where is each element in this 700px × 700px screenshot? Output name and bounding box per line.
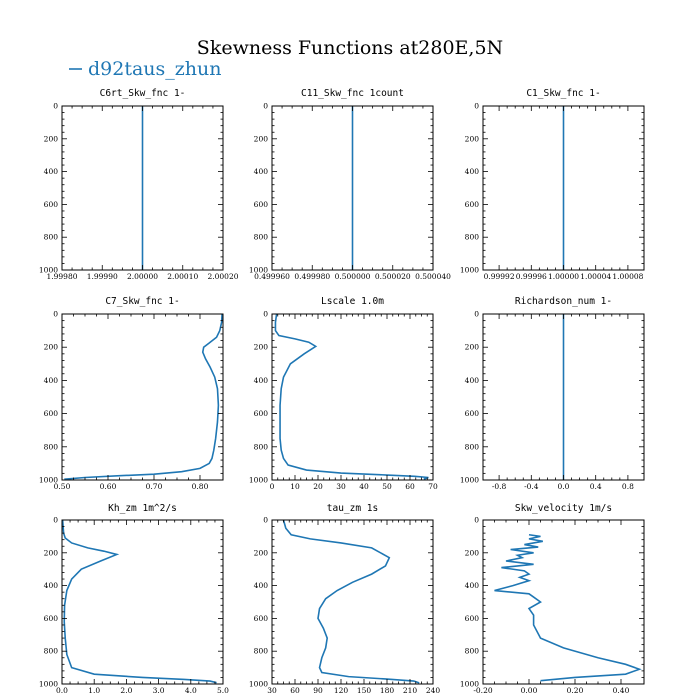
y-tick-label: 600 [43,613,58,623]
y-tick-label: 800 [253,232,268,242]
x-tick-label: 3.0 [152,686,165,695]
x-tick-label: 0.70 [145,482,163,491]
panel-title: Lscale 1.0m [321,296,384,307]
x-tick-label: 1.00000 [547,272,580,281]
panel-title: C1_Skw_fnc 1- [526,88,601,99]
panel-title: C7_Skw_fnc 1- [105,296,180,307]
x-tick-label: 210 [402,686,418,695]
y-tick-label: 800 [43,232,58,242]
panel-8 [249,503,440,695]
panel-6 [460,296,644,491]
panel-5 [249,296,438,491]
x-tick-label: 10 [290,482,300,491]
panel-9 [460,503,644,695]
y-tick-label: 400 [464,375,479,385]
panel-title: Richardson_num 1- [514,296,613,307]
x-tick-label: 240 [425,686,441,695]
x-tick-label: 20 [313,482,323,491]
y-tick-label: 600 [464,199,479,209]
figure-title: Skewness Functions at280E,5N [196,37,504,59]
panel-2 [249,88,451,281]
plot-frame [62,520,223,684]
x-tick-label: 0.50 [53,482,71,491]
x-tick-label: 2.00010 [167,272,199,281]
x-tick-label: 0.4 [589,482,602,491]
y-tick-label: 600 [464,409,479,419]
y-tick-label: 200 [464,134,479,144]
y-tick-label: 200 [253,342,268,352]
y-tick-label: 400 [464,167,479,177]
x-tick-label: 0 [269,482,275,491]
series-line [284,520,420,683]
panel-title: C6rt_Skw_fnc 1- [99,88,186,99]
x-tick-label: 0.80 [191,482,209,491]
x-tick-label: 90 [313,686,323,695]
y-tick-label: 400 [253,375,268,385]
x-tick-label: 0.500040 [415,272,451,281]
y-tick-label: 0 [263,515,268,525]
x-tick-label: 4.0 [184,686,197,695]
x-tick-label: 0.499980 [294,272,331,281]
y-tick-label: 400 [43,581,58,591]
x-tick-label: 0.40 [612,686,630,695]
x-tick-label: -0.8 [491,482,507,491]
x-tick-label: 5.0 [217,686,229,695]
y-tick-label: 400 [253,167,268,177]
y-tick-label: 800 [464,442,479,452]
x-tick-label: 0.00 [520,686,538,695]
y-tick-label: 200 [43,548,58,558]
y-tick-label: 400 [464,581,479,591]
x-tick-label: 0.20 [566,686,584,695]
panel-4 [39,296,223,491]
y-tick-label: 600 [253,409,268,419]
panel-grid [39,88,644,695]
x-tick-label: 30 [267,686,277,695]
x-tick-label: 1.99990 [86,272,118,281]
y-tick-label: 200 [43,342,58,352]
x-tick-label: 150 [356,686,372,695]
y-tick-label: 800 [43,646,58,656]
x-tick-label: 120 [333,686,349,695]
y-tick-label: 0 [474,101,479,111]
y-tick-label: 0 [263,101,268,111]
y-tick-label: 600 [253,613,268,623]
x-tick-label: 40 [359,482,369,491]
panel-title: Kh_zm 1m^2/s [108,503,177,514]
x-tick-label: 0.499960 [254,272,290,281]
y-tick-label: 400 [253,581,268,591]
x-tick-label: 2.00020 [207,272,239,281]
x-tick-label: 60 [290,686,300,695]
y-tick-label: 0 [474,309,479,319]
x-tick-label: 50 [382,482,392,491]
panel-7 [39,503,229,695]
y-tick-label: 0 [53,101,58,111]
y-tick-label: 0 [263,309,268,319]
legend-label: d92taus_zhun [88,58,222,80]
y-tick-label: 800 [43,442,58,452]
plot-frame [483,520,644,684]
panel-3 [460,88,644,281]
panel-title: C11_Skw_fnc 1count [301,88,404,99]
y-tick-label: 1000 [459,265,479,275]
y-tick-label: 200 [253,134,268,144]
y-tick-label: 1000 [38,679,58,689]
y-tick-label: 0 [53,515,58,525]
y-tick-label: 200 [43,134,58,144]
y-tick-label: 1000 [459,475,479,485]
y-tick-label: 400 [43,375,58,385]
y-tick-label: 200 [464,342,479,352]
x-tick-label: 0.500000 [334,272,371,281]
y-tick-label: 600 [43,409,58,419]
series-line [495,535,640,681]
y-tick-label: 1000 [248,679,268,689]
x-tick-label: -0.20 [473,686,493,695]
y-tick-label: 0 [53,309,58,319]
x-tick-label: 1.0 [88,686,101,695]
y-tick-label: 800 [464,646,479,656]
y-tick-label: 800 [464,232,479,242]
y-tick-label: 400 [43,167,58,177]
y-tick-label: 200 [464,548,479,558]
x-tick-label: 0.99996 [515,272,547,281]
series-line [63,520,217,683]
x-tick-label: 1.99980 [46,272,78,281]
y-tick-label: 1000 [248,265,268,275]
panel-title: Skw_velocity 1m/s [514,503,613,514]
y-tick-label: 1000 [459,679,479,689]
y-tick-label: 600 [253,199,268,209]
x-tick-label: 60 [405,482,415,491]
x-tick-label: 0.99992 [483,272,515,281]
y-tick-label: 200 [253,548,268,558]
x-tick-label: 2.00000 [126,272,159,281]
y-tick-label: 1000 [38,265,58,275]
x-tick-label: 70 [428,482,438,491]
x-tick-label: 0.60 [99,482,117,491]
y-tick-label: 600 [43,199,58,209]
plot-frame [62,314,223,480]
x-tick-label: 0.500020 [374,272,411,281]
y-tick-label: 1000 [248,475,268,485]
y-tick-label: 0 [474,515,479,525]
panel-title: tau_zm 1s [326,503,379,514]
x-tick-label: 1.00004 [580,272,612,281]
x-tick-label: 0.8 [621,482,634,491]
y-tick-label: 600 [464,613,479,623]
x-tick-label: 1.00008 [612,272,644,281]
x-tick-label: -0.4 [524,482,539,491]
series-line [64,314,222,479]
x-tick-label: 30 [336,482,346,491]
x-tick-label: 180 [379,686,395,695]
x-tick-label: 2.0 [120,686,133,695]
series-line [275,314,428,479]
panel-1 [39,88,239,281]
x-tick-label: 0.0 [557,482,570,491]
y-tick-label: 1000 [38,475,58,485]
y-tick-label: 800 [253,442,268,452]
x-tick-label: 0.0 [56,686,68,695]
y-tick-label: 800 [253,646,268,656]
